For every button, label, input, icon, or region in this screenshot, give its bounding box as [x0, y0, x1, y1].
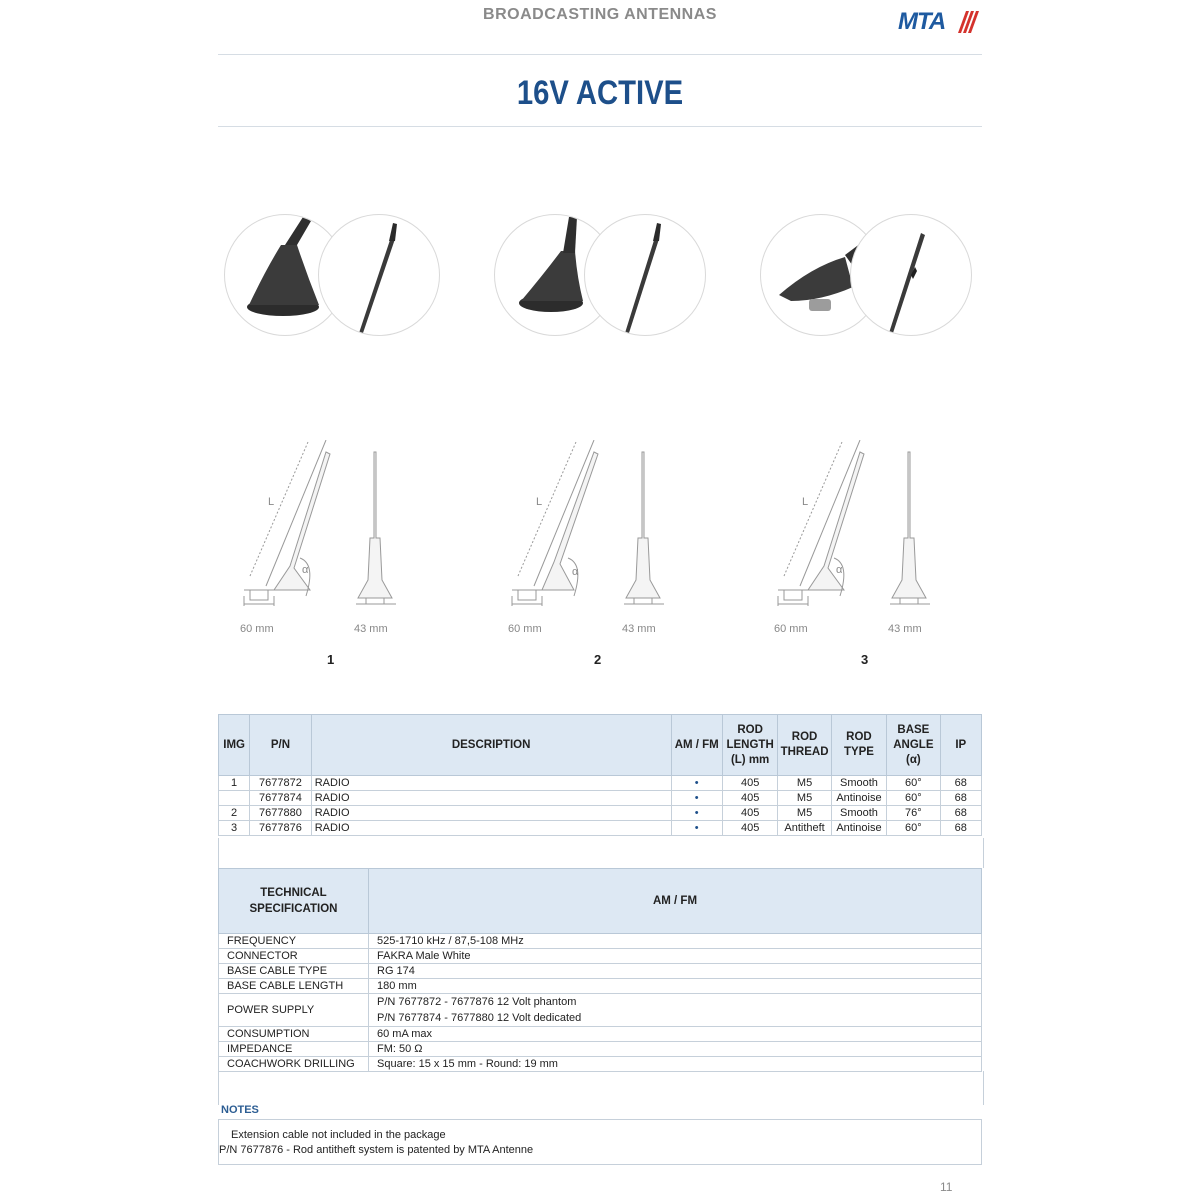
spec-value: [369, 994, 982, 1027]
rod-type-header-line-2: TYPE: [843, 746, 874, 758]
spec-row: [219, 934, 982, 949]
rod-type-cell: Smooth: [831, 776, 886, 791]
spec-label: FREQUENCY: [219, 934, 369, 949]
spec-header-left-line-1: TECHNICAL: [260, 887, 327, 899]
angle-label: α: [836, 564, 843, 576]
ip-cell: 68: [940, 806, 981, 821]
spec-spacer: [218, 1071, 984, 1105]
base-width-front-label: 43 mm: [622, 623, 656, 635]
drawing-3: [770, 440, 940, 640]
notes-box: [218, 1119, 982, 1165]
section-title: BROADCASTING ANTENNAS: [483, 6, 717, 23]
note-line: P/N 7677876 - Rod antitheft system is patented by MTA Antenne: [219, 1144, 534, 1156]
rod-type-cell: Antinoise: [831, 821, 886, 836]
base-width-side-label: 60 mm: [774, 623, 808, 635]
table-row: [219, 791, 982, 806]
base-angle-header-line-3: (α): [906, 753, 921, 766]
img-cell: 3: [219, 821, 250, 836]
antenna-side-view-diagram: [236, 440, 406, 610]
ip-cell: 68: [940, 791, 981, 806]
rod-length-cell: 405: [722, 806, 777, 821]
description-cell: RADIO: [311, 791, 671, 806]
spec-label: BASE CABLE TYPE: [219, 964, 369, 979]
rod-type-cell: Smooth: [831, 806, 886, 821]
pn-header: P/N: [250, 715, 311, 776]
antenna-side-view-diagram: [504, 440, 674, 610]
description-header: DESCRIPTION: [311, 715, 671, 776]
spec-value: FAKRA Male White: [369, 949, 982, 964]
img-cell: 1: [219, 776, 250, 791]
amfm-cell: •: [671, 821, 722, 836]
base-angle-cell: 60°: [887, 791, 940, 806]
spec-header-left-line-2: SPECIFICATION: [249, 903, 338, 915]
spec-row: [219, 1042, 982, 1057]
base-angle-cell: 76°: [887, 806, 940, 821]
spec-label: BASE CABLE LENGTH: [219, 979, 369, 994]
spec-label: IMPEDANCE: [219, 1042, 369, 1057]
ip-header: IP: [940, 715, 981, 776]
amfm-cell: •: [671, 791, 722, 806]
rod-thread-header: [778, 715, 831, 776]
angle-label: α: [572, 566, 579, 578]
description-cell: RADIO: [311, 821, 671, 836]
base-angle-cell: 60°: [887, 776, 940, 791]
pn-cell: 7677874: [250, 791, 311, 806]
antenna-rod-photo-3: [850, 214, 972, 336]
rod-length-header: [722, 715, 777, 776]
rod-thread-cell: M5: [778, 806, 831, 821]
antenna-rod-photo-1: [318, 214, 440, 336]
page-title: 16V ACTIVE: [516, 74, 684, 112]
base-width-front-label: 43 mm: [354, 623, 388, 635]
amfm-cell: •: [671, 776, 722, 791]
rod-length-header-line-1: ROD: [737, 723, 763, 736]
antenna-rod-photo-2: [584, 214, 706, 336]
description-cell: RADIO: [311, 776, 671, 791]
length-label: L: [268, 496, 275, 508]
rod-thread-cell: M5: [778, 776, 831, 791]
drawing-1: [236, 440, 406, 640]
spec-value-line-1: P/N 7677872 - 7677876 12 Volt phantom: [377, 996, 577, 1008]
spec-value-line-2: P/N 7677874 - 7677880 12 Volt dedicated: [377, 1012, 582, 1024]
ip-cell: 68: [940, 821, 981, 836]
length-label: L: [802, 496, 809, 508]
rod-length-cell: 405: [722, 776, 777, 791]
logo-stripes-icon: [956, 11, 980, 33]
spec-table-header: [219, 869, 982, 934]
rod-thread-header-line-2: THREAD: [780, 746, 829, 758]
base-angle-header-line-1: BASE: [897, 723, 930, 736]
spec-header-right: AM / FM: [369, 869, 982, 934]
spec-row: [219, 1027, 982, 1042]
rod-thread-cell: M5: [778, 791, 831, 806]
spec-value: 60 mA max: [369, 1027, 982, 1042]
base-angle-header: [887, 715, 940, 776]
page-number: 11: [940, 1180, 953, 1194]
spec-value: 180 mm: [369, 979, 982, 994]
table-row: [219, 821, 982, 836]
rod-type-header: [831, 715, 886, 776]
base-width-side-label: 60 mm: [240, 623, 274, 635]
antenna-side-view-diagram: [770, 440, 940, 610]
table-row: [219, 776, 982, 791]
rod-thread-cell: Antitheft: [778, 821, 831, 836]
image-number-1: 1: [327, 652, 335, 667]
table-row: [219, 806, 982, 821]
img-cell: 2: [219, 806, 250, 821]
spec-table: [218, 868, 982, 1072]
amfm-header: AM / FM: [671, 715, 722, 776]
spec-value: RG 174: [369, 964, 982, 979]
length-label: L: [536, 496, 543, 508]
notes-title: NOTES: [221, 1104, 259, 1116]
mta-logo: [898, 8, 980, 36]
spec-value: FM: 50 Ω: [369, 1042, 982, 1057]
ip-cell: 68: [940, 776, 981, 791]
product-table: [218, 714, 982, 836]
rod-length-cell: 405: [722, 821, 777, 836]
img-cell: [219, 791, 250, 806]
title-divider: [218, 126, 982, 127]
base-width-front-label: 43 mm: [888, 623, 922, 635]
table-spacer: [218, 838, 984, 868]
base-angle-header-line-2: ANGLE: [893, 738, 934, 751]
base-angle-cell: 60°: [887, 821, 940, 836]
spec-row: [219, 949, 982, 964]
rod-length-header-line-3: (L) mm: [730, 753, 770, 766]
rod-type-header-line-1: ROD: [846, 731, 872, 743]
spec-label: POWER SUPPLY: [219, 994, 369, 1027]
spec-label: CONSUMPTION: [219, 1027, 369, 1042]
rod-type-cell: Antinoise: [831, 791, 886, 806]
spec-row: [219, 1057, 982, 1072]
logo-text: MTA: [898, 8, 946, 35]
rod-length-cell: 405: [722, 791, 777, 806]
note-line: Extension cable not included in the package: [231, 1129, 446, 1141]
spec-row: [219, 994, 982, 1027]
spec-value: 525-1710 kHz / 87,5-108 MHz: [369, 934, 982, 949]
base-width-side-label: 60 mm: [508, 623, 542, 635]
pn-cell: 7677872: [250, 776, 311, 791]
spec-row: [219, 979, 982, 994]
angle-label: α: [302, 564, 309, 576]
spec-label: COACHWORK DRILLING: [219, 1057, 369, 1072]
image-number-3: 3: [861, 652, 869, 667]
rod-thread-header-line-1: ROD: [791, 731, 818, 743]
pn-cell: 7677876: [250, 821, 311, 836]
amfm-cell: •: [671, 806, 722, 821]
header-divider: [218, 54, 982, 55]
spec-label: CONNECTOR: [219, 949, 369, 964]
spec-value: Square: 15 x 15 mm - Round: 19 mm: [369, 1057, 982, 1072]
rod-length-header-line-2: LENGTH: [726, 738, 774, 751]
product-table-header: [219, 715, 982, 776]
drawing-2: [504, 440, 674, 640]
spec-header-left: [219, 869, 369, 934]
pn-cell: 7677880: [250, 806, 311, 821]
description-cell: RADIO: [311, 806, 671, 821]
image-number-2: 2: [594, 652, 602, 667]
spec-row: [219, 964, 982, 979]
img-header: IMG: [219, 715, 250, 776]
